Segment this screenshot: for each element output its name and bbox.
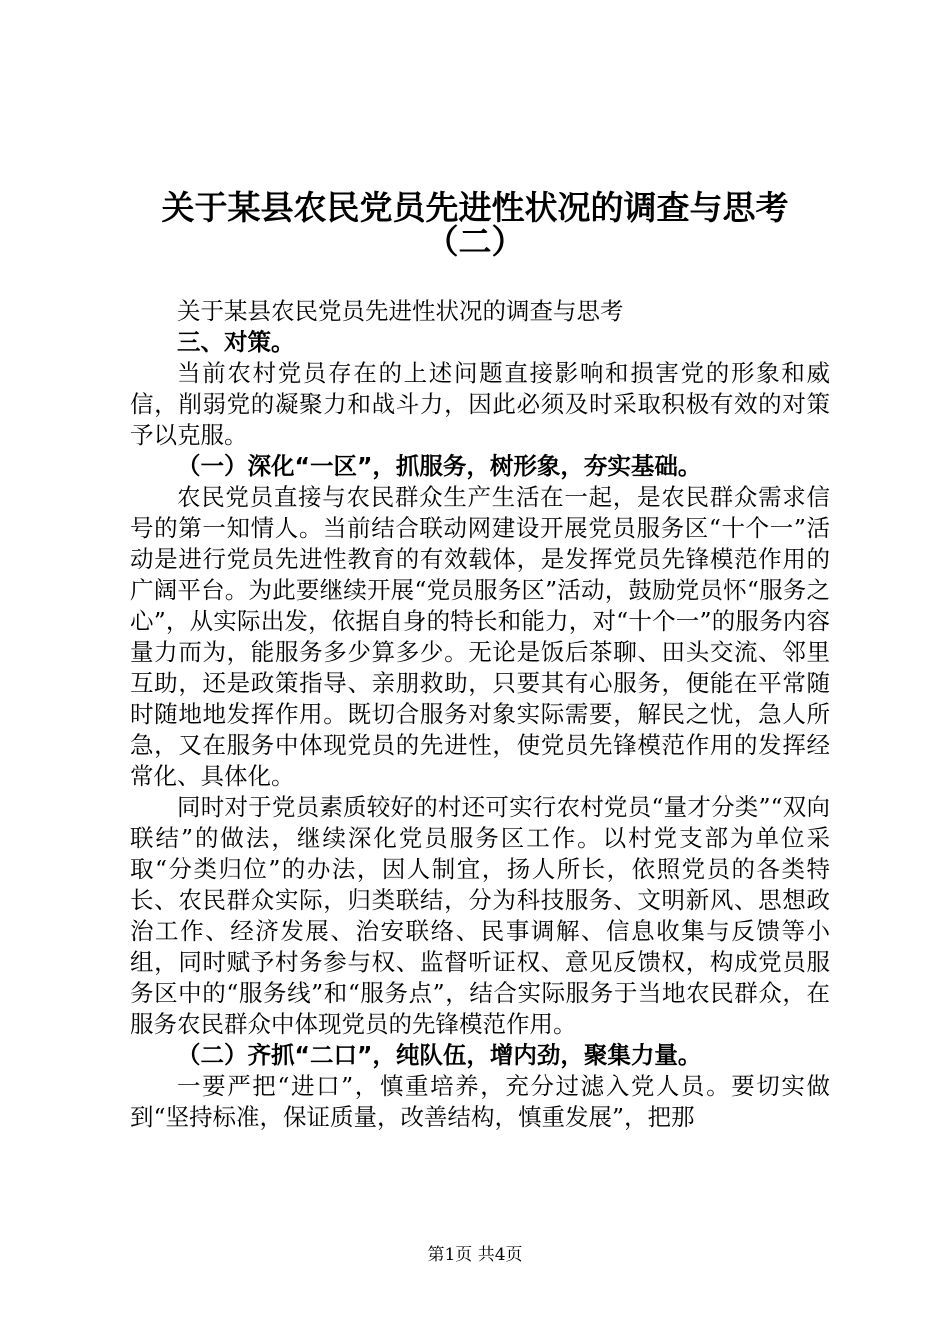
paragraph-subtitle: 关于某县农民党员先进性状况的调查与思考 [177, 297, 624, 325]
document-body [130, 296, 830, 1133]
document-title-suffix: （二） [425, 222, 525, 261]
paragraph-body-2: 同时对于党员素质较好的村还可实行农村党员“量才分类”“双向联结”的做法，继续深化党员服务区工作。以村党支部为单位采取“分类归位”的办法，因人制宜，扬人所长，依照党员的各类特长、农民群众实际，归类联结，分为科技服务、文明新风、思想政治工作、经济发展、治安联络、民事调解、信息收集与反馈等小组，同时赋予村务参与权、监督听证权、意见反馈权，构成党员服务区中的“服务线”和“服务点”，结合实际服务于当地农民群众，在服务农民群众中体现党员的先锋模范作用。 [130, 793, 830, 1038]
subsection-heading-1: （一）深化“一区”，抓服务，树形象，夯实基础。 [177, 452, 702, 480]
subsection-heading-2: （二）齐抓“二口”，纯队伍，增内劲，聚集力量。 [177, 1041, 702, 1069]
paragraph-body-1: 农民党员直接与农民群众生产生活在一起，是农民群众需求信号的第一知情人。当前结合联动网建设开展党员服务区“十个一”活动是进行党员先进性教育的有效载体，是发挥党员先锋模范作用的广阔平台。为此要继续开展“党员服务区”活动，鼓励党员怀“服务之心”，从实际出发，依据自身的特长和能力，对“十个一”的服务内容量力而为，能服务多少算多少。无论是饭后茶聊、田头交流、邻里互助，还是政策指导、亲朋救助，只要其有心服务，便能在平常随时随地地发挥作用。既切合服务对象实际需要，解民之忧，急人所急，又在服务中体现党员的先进性，使党员先锋模范作用的发挥经常化、具体化。 [130, 483, 830, 790]
paragraph-intro: 当前农村党员存在的上述问题直接影响和损害党的形象和威信，削弱党的凝聚力和战斗力，因此必须及时采取积极有效的对策予以克服。 [130, 359, 830, 449]
document-title: 关于某县农民党员先进性状况的调查与思考 [161, 188, 789, 227]
paragraph-body-3: 一要严把“进口”，慎重培养，充分过滤入党人员。要切实做到“坚持标准，保证质量，改善结构，慎重发展”，把那 [130, 1072, 830, 1131]
page-footer: 第1页 共4页 [427, 1245, 523, 1265]
section-heading-3: 三、对策。 [177, 328, 295, 356]
